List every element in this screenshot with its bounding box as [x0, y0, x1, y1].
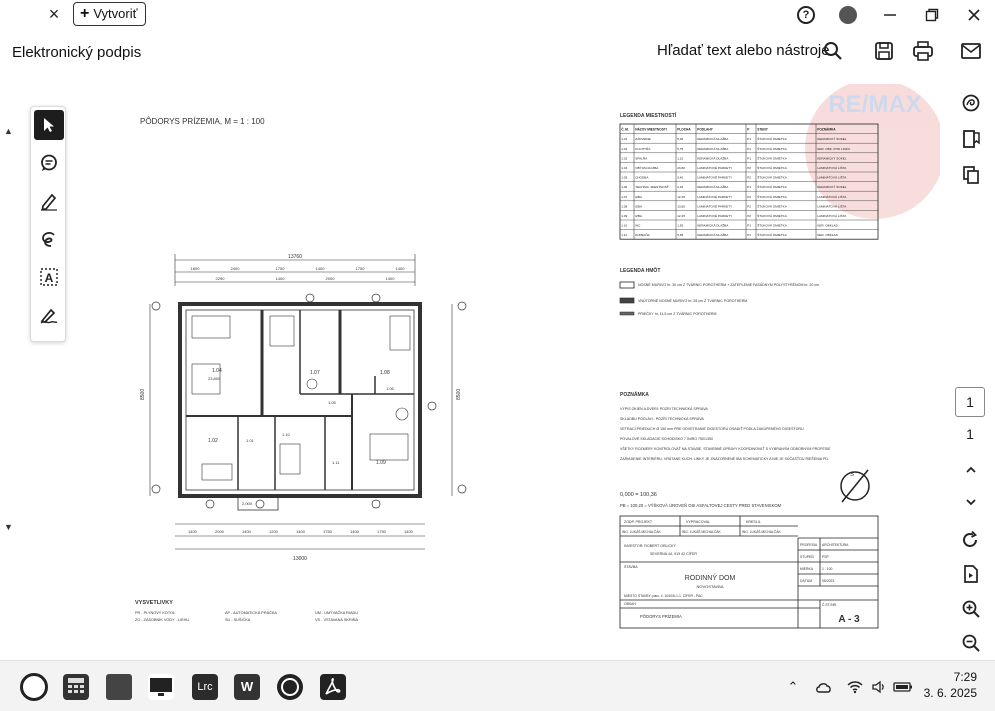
legend-cell: 1.09: [621, 214, 628, 218]
legend-header-cell: P: [747, 127, 750, 132]
room-1-10: 1.10: [282, 432, 290, 437]
legend-cell: P2: [747, 194, 751, 199]
stamp-zodp: ZODP. PROJEKT: [624, 520, 653, 524]
dim-bottom-2: 2000: [215, 529, 224, 534]
rotate-button[interactable]: [959, 528, 983, 552]
explanations-title: VYSVETLIVKY: [135, 600, 173, 606]
explanation-4: SU - SUŠIČKA: [225, 618, 251, 622]
legend-cell: ŠTUKOVÁ OMIETKA: [757, 156, 787, 161]
legend-cell: LAMINÁTOVÁ LIŠTA: [817, 214, 847, 218]
file-explorer-icon[interactable]: [106, 674, 132, 700]
explanation-1: PR - PLYNOVÝ KOTOL: [135, 611, 176, 615]
legend-cell: LAMINÁTOVÁ LIŠTA: [817, 194, 847, 199]
stamp-stupen-label: STUPEŇ: [800, 555, 814, 559]
stamp-investor-address: SEVERNÁ 44, 919 42 CÍFER: [650, 552, 697, 556]
minimize-glyph: [883, 8, 897, 22]
print-icon[interactable]: [912, 40, 934, 62]
watermark-text: RE/MAX: [828, 91, 922, 118]
legend-cell: P1: [747, 223, 751, 228]
comment-icon: [39, 153, 59, 173]
plus-icon: +: [80, 5, 90, 22]
note-4: POVALOVÉ SKLADACIE SCHODISKO 7 INIRO 750/1350: [620, 437, 714, 441]
legend-cell: ŠTUKOVÁ OMIETKA: [757, 194, 787, 199]
room-1-09: 1.09: [376, 460, 386, 466]
legend-cell: LAMINÁTOVÁ LIŠTA: [817, 204, 847, 209]
stamp-mierka-label: MIERKA: [800, 567, 813, 571]
dim-bottom-3: 1400: [242, 529, 251, 534]
stamp-obsah: PÔDORYS PRÍZEMIA: [640, 614, 682, 619]
note-5: VŠETKY ROZMERY KONTROLOVAŤ NA STAVBE, STAVEBNÉ ÚPRAVY KOORDINOVAŤ S VYBRANÝM ODBORNÝM PROFESIE: [620, 447, 831, 451]
svg-text:S: S: [850, 472, 855, 478]
dim-top-5: 1750: [355, 266, 365, 271]
stamp-stavba: RODINNÝ DOM: [684, 575, 736, 582]
legend-cell: 1.11: [621, 233, 627, 238]
legend-header-cell: PLOCHA: [677, 127, 691, 132]
legend-cell: KÚPEĽŇA: [635, 233, 650, 238]
legend-cell: 12,45: [677, 214, 685, 218]
legend-cell: KERAMICKÁ DLAŽBA: [697, 223, 729, 228]
legend-cell: KERAMICKÁ DLAŽBA: [697, 137, 729, 142]
legend-cell: ŠTUKOVÁ OMIETKA: [757, 204, 787, 209]
dim-top-4: 1400: [315, 266, 325, 271]
dim-bottom-total: 13000: [293, 556, 307, 562]
legend-cell: CHODBA: [635, 175, 649, 180]
stamp-vypracoval: VYPRACOVAL: [686, 520, 711, 524]
legend-cell: 12,45: [677, 194, 685, 199]
signature-icon: [39, 305, 59, 325]
legend-cell: ŠTUKOVÁ OMIETKA: [757, 175, 787, 180]
dim-side-left: 8500: [140, 388, 146, 400]
legend-header-cell: STENY: [757, 127, 768, 132]
legend-cell: 1.10: [621, 223, 628, 228]
legend-cell: 1,15: [677, 156, 684, 161]
legend-cell: 23,80: [677, 166, 685, 170]
explanation-2: ZO - ZÁSOBNÍK VODY - LIEHU: [135, 618, 190, 622]
legend-cell: P1: [747, 233, 751, 238]
dim-bottom-5: 1400: [296, 529, 305, 534]
collapse-left-icon[interactable]: ▲: [4, 126, 13, 136]
legend-cell: P2: [747, 166, 751, 170]
dim-bottom-8: 1750: [377, 529, 386, 534]
window-controls: [785, 0, 995, 30]
dim-bottom-9: 1400: [404, 529, 413, 534]
create-button-label: Vytvoriť: [93, 6, 138, 21]
monitor-icon[interactable]: [148, 674, 174, 700]
elevation-zero: 0,000 = 100,36: [620, 492, 657, 498]
legend-cell: ŠTUKOVÁ OMIETKA: [757, 223, 787, 228]
explanation-3: AP - AUTOMATICKÁ PRÁČKA: [225, 611, 277, 615]
chevron-down-icon: [964, 495, 978, 509]
legend-cell: 5,75: [677, 146, 684, 151]
legend-cell: KER. OBKLAD: [817, 233, 838, 238]
next-page-button[interactable]: [959, 490, 983, 514]
legend-header-cell: Č. M.: [621, 127, 629, 132]
pages-icon: [961, 165, 981, 185]
dim-top2-4: 1400: [385, 276, 395, 281]
note-6: ZARIADENIE INTERIÉRU, VRÁTANE KUCH. LINKY JE ZNÁZORNENÉ IBA SCHEMATICKY A NIE JE SÚČASŤOU RIEŠENIA PD.: [620, 457, 830, 461]
dim-bottom-7: 1400: [350, 529, 359, 534]
stamp-stavba-label: STAVBA: [624, 565, 638, 569]
search-tools-input[interactable]: Hľadať text alebo nástroje: [657, 42, 830, 59]
bookmark-icon: [961, 129, 981, 149]
legend-cell: KERAMICKÝ SOKEL: [817, 156, 847, 161]
account-avatar[interactable]: [827, 0, 869, 30]
room-1-06: 1.06: [386, 386, 394, 391]
rotate-icon: [961, 530, 981, 550]
svg-text:A: A: [44, 271, 54, 285]
comment-tool-button[interactable]: [34, 148, 64, 178]
dim-top-total: 13760: [288, 254, 302, 260]
stamp-obsah-label: OBSAH: [624, 602, 636, 606]
chevron-up-icon: [964, 463, 978, 477]
legend-rooms-title: LEGENDA MIESTNOSTÍ: [620, 113, 677, 119]
close-glyph: [967, 8, 981, 22]
dim-bottom-4: 1200: [269, 529, 278, 534]
legend-cell: 5,65: [677, 233, 684, 238]
legend-cell: 1.06: [621, 185, 628, 190]
whatsapp-glyph: [277, 674, 303, 700]
ai-assistant-button[interactable]: [959, 91, 983, 115]
legend-cell: LAMINÁTOVÁ LIŠTA: [817, 175, 847, 180]
dim-top-6: 1400: [395, 266, 405, 271]
acrobat-icon[interactable]: [320, 674, 346, 700]
room-1-11: 1.11: [332, 460, 340, 465]
legend-cell: 1.07: [621, 194, 628, 199]
note-2: SKLADBU PODLÁH - POZRI TECHNICKÁ SPRÁVA: [620, 417, 704, 421]
clock-date: 3. 6. 2025: [923, 686, 977, 700]
create-button[interactable]: [73, 2, 146, 26]
sign-tool-button[interactable]: [34, 300, 64, 330]
room-1-04: 1.04: [212, 368, 222, 374]
legend-cell: ŠTUKOVÁ OMIETKA: [757, 185, 787, 190]
dim-bottom-1: 1400: [188, 529, 197, 534]
legend-cell: IZBA: [635, 194, 643, 199]
dim-top2-1: 2290: [215, 276, 225, 281]
zoom-in-icon: [961, 599, 981, 619]
stamp-person-2: ING. LUKÁŠ MICHALČÁK: [682, 530, 721, 534]
calculator-glyph: [63, 674, 89, 700]
room-1-01: 1.01: [246, 438, 254, 443]
legend-cell: IZBA: [635, 204, 643, 209]
stamp-kreslil: KRESLIL: [746, 520, 761, 524]
stamp-profesia: ARCHITEKTÚRA: [822, 543, 849, 547]
right-rail: [945, 74, 995, 660]
legend-cell: KERAMICKÝ SOKEL: [817, 137, 847, 142]
stamp-cislo: A - 3: [838, 614, 860, 625]
dim-side-right: 8500: [456, 388, 462, 400]
tray-chevron-up-icon[interactable]: ⌃: [787, 679, 799, 694]
page-view-button[interactable]: [959, 562, 983, 586]
stamp-miesto: MIESTO STAVBY: parc. č. 1040/6-1-1, CÍFER - PAC: [624, 594, 703, 598]
clock-time: 7:29: [953, 670, 977, 684]
document-area[interactable]: [0, 74, 995, 660]
dim-top-2: 2400: [230, 266, 240, 271]
close-window-icon[interactable]: [953, 0, 995, 30]
current-page-input[interactable]: 1: [955, 387, 985, 417]
tool-title: Elektronický podpis: [12, 44, 142, 61]
north-arrow: [841, 470, 869, 502]
stamp-mierka: 1 : 100: [822, 567, 833, 571]
notes-title: POZNÁMKA: [620, 392, 649, 398]
entrance-area: 2,000: [242, 501, 253, 506]
search-icon[interactable]: [20, 673, 48, 701]
legend-cell: ZÁDVERIE: [635, 137, 651, 142]
legend-cell: LAMINÁTOVÉ PARKETY: [697, 214, 733, 218]
legend-cell: P1: [747, 185, 751, 190]
legend-cell: LAMINÁTOVÉ PARKETY: [697, 194, 733, 199]
note-1: VÝPIS OKIEN A DVERÍ: POZRI TECHNICKÁ SPRÁVA: [620, 407, 708, 411]
dim-top-3: 1750: [275, 266, 285, 271]
legend-cell: KUCHYŇA: [635, 146, 651, 151]
legend-cell: LAMINÁTOVÁ LIŠTA: [817, 166, 847, 170]
legend-cell: KERAMICKÁ DLAŽBA: [697, 156, 729, 161]
legend-cell: 1.08: [621, 204, 628, 209]
taskbar: [0, 660, 995, 711]
legend-cell: 1.02: [621, 146, 628, 151]
legend-walls-title: LEGENDA HMÔT: [620, 268, 661, 274]
plan-title: PÔDORYS PRÍZEMIA, M = 1 : 100: [140, 117, 265, 126]
legend-header-cell: NÁZOV MIESTNOSTI: [635, 127, 667, 132]
stamp-datum: 05/2023: [822, 579, 835, 583]
stamp-person-3: ING. LUKÁŠ MICHALČÁK: [742, 530, 781, 534]
floor-plan: [150, 254, 466, 549]
wifi-icon[interactable]: [846, 678, 864, 696]
legend-cell: KERAMICKÁ DLAŽBA: [697, 146, 729, 151]
stamp-cislo-label: Č.ST./NR.: [822, 603, 838, 607]
quick-tools-panel: [30, 106, 66, 342]
stamp-stupen: PSP: [822, 555, 829, 559]
stamp-stavba-sub: NOVOSTAVBA: [696, 584, 724, 589]
mail-icon[interactable]: [960, 40, 982, 62]
legend-header-cell: PODLAHY: [697, 127, 713, 132]
assistant-icon: [961, 93, 981, 113]
restore-glyph: [925, 8, 939, 22]
legend-cell: KER. OBK. POD LINKU: [817, 146, 851, 151]
text-select-tool-button[interactable]: [34, 262, 64, 292]
dim-top2-3: 2000: [325, 276, 335, 281]
select-arrow-icon: [40, 116, 58, 134]
stamp-datum-label: DÁTUM: [800, 579, 813, 583]
freeform-tool-button[interactable]: [34, 224, 64, 254]
stamp-investor: INVESTOR: ROBERT ORLICKÝ: [624, 544, 676, 548]
legend-cell: 13,85: [677, 204, 685, 209]
acrobat-glyph: [320, 674, 346, 700]
title-bar: [0, 0, 995, 30]
draw-tool-button[interactable]: [34, 186, 64, 216]
elevation-pb: PB = 100,20 = VÝŠKOVÁ ÚROVEŇ OSI ASFALTOVEJ CESTY PRED STAVENISKOM: [620, 503, 782, 508]
wifi-glyph: [847, 680, 863, 694]
zoom-in-button[interactable]: [959, 597, 983, 621]
legend-cell: 1.04: [621, 166, 628, 170]
close-tab-icon[interactable]: ×: [48, 4, 60, 24]
legend-cell: 1,55: [677, 223, 684, 228]
explanation-6: VS - VSTAVANÁ SKRIŇA: [315, 618, 359, 622]
curve-icon: [39, 229, 59, 249]
legend-wall-2: VNÚTORNÉ NOSNÉ MURIVO hr. 25 cm Z TVÁRNIC POROTHERM: [638, 299, 748, 303]
legend-cell: 2,16: [677, 185, 684, 190]
bookmarks-button[interactable]: [959, 127, 983, 151]
dim-top-1: 1800: [190, 266, 200, 271]
legend-cell: 5,36: [677, 137, 684, 142]
legend-cell: KER. OBKLAD: [817, 223, 838, 228]
copy-pages-button[interactable]: [959, 163, 983, 187]
room-1-02: 1.02: [208, 438, 218, 444]
cloud-glyph: [815, 681, 833, 693]
battery-icon[interactable]: [893, 678, 913, 696]
legend-cell: P1: [747, 156, 751, 161]
text-select-icon: [39, 267, 59, 287]
legend-cell: LAMINÁTOVÉ PARKETY: [697, 204, 733, 209]
legend-wall-1: NOSNÉ MURIVO hr. 30 cm Z TVÁRNIC POROTHERM + ZATEPLENIE FASÁDNYM POLYSTYRÉNOM hr. 20 cm: [638, 283, 820, 287]
bottom-dim-texts: [188, 529, 414, 534]
legend-cell: LAMINÁTOVÉ PARKETY: [697, 175, 733, 180]
legend-cell: KERAMICKÝ SOKEL: [817, 185, 847, 190]
restore-icon[interactable]: [911, 0, 953, 30]
legend-cell: ŠTUKOVÁ OMIETKA: [757, 214, 787, 218]
volume-glyph: [871, 680, 887, 694]
legend-walls: [620, 282, 819, 316]
legend-cell: 3,40: [677, 175, 684, 180]
legend-cell: LAMINÁTOVÉ PARKETY: [697, 166, 733, 170]
legend-cell: ŠTUKOVÁ OMIETKA: [757, 166, 787, 170]
legend-cell: ŠTUKOVÁ OMIETKA: [757, 233, 787, 238]
legend-cell: ŠTUKOVÁ OMIETKA: [757, 137, 787, 142]
minimize-icon[interactable]: [869, 0, 911, 30]
onedrive-icon[interactable]: [814, 678, 834, 696]
legend-cell: P1: [747, 137, 751, 142]
dim-bottom-6: 1750: [323, 529, 332, 534]
legend-cell: P2: [747, 214, 751, 218]
legend-header-cell: POZNÁMKA: [817, 127, 836, 132]
monitor-glyph: [148, 674, 174, 700]
note-3: VETRACÍ PRIEDUCH Ø 150 mm PRE ODVETRANIE DIGESTORU OSADIŤ PODĽA ZAKÚPENÉHO DIGESTORU: [620, 427, 804, 431]
search-icon[interactable]: [822, 40, 844, 62]
page-view-icon: [961, 564, 981, 584]
legend-cell: TECHNIC. MIESTNOSŤ: [635, 185, 669, 190]
pen-icon: [39, 191, 59, 211]
stamp-person-1: ING. LUKÁŠ MICHALČÁK: [622, 530, 661, 534]
legend-cell: KERAMICKÁ DLAŽBA: [697, 185, 729, 190]
room-1-08: 1.08: [380, 370, 390, 376]
legend-cell: ŠTUKOVÁ OMIETKA: [757, 146, 787, 151]
total-pages: 1: [966, 426, 974, 442]
tool-header: [0, 30, 995, 74]
dim-top2-2: 1400: [275, 276, 285, 281]
legend-cell: P1: [747, 146, 751, 151]
legend-cell: 1.05: [621, 175, 628, 180]
room-1-04-area: 23,800: [208, 376, 221, 381]
legend-cell: SPALŇA: [635, 156, 648, 161]
help-icon[interactable]: ?: [785, 0, 827, 30]
legend-cell: P2: [747, 204, 751, 209]
room-1-07: 1.07: [310, 370, 320, 376]
pdf-page[interactable]: [120, 84, 940, 656]
word-icon[interactable]: W: [234, 674, 260, 700]
zoom-out-button[interactable]: [959, 631, 983, 655]
save-icon[interactable]: [873, 40, 895, 62]
lightroom-icon[interactable]: Lrc: [192, 674, 218, 700]
legend-cell: OBÝVACIA IZBA: [635, 166, 659, 170]
room-1-05: 1.05: [328, 400, 336, 405]
calculator-icon[interactable]: [63, 674, 89, 700]
zoom-out-icon: [961, 633, 981, 653]
legend-wall-3: PRIEČKY hr. 11,5 cm Z TVÁRNIC POROTHERM: [638, 312, 717, 316]
prev-page-button[interactable]: [959, 458, 983, 482]
whatsapp-icon[interactable]: [277, 674, 303, 700]
explanation-5: UM - UMÝVAČKA RIADU: [315, 611, 358, 615]
legend-cell: IZBA: [635, 214, 643, 218]
battery-glyph: [893, 681, 913, 693]
legend-cell: P2: [747, 175, 751, 180]
volume-icon[interactable]: [870, 678, 888, 696]
legend-cell: 1.03: [621, 156, 628, 161]
clock[interactable]: [924, 669, 977, 701]
legend-cell: KERAMICKÁ DLAŽBA: [697, 233, 729, 238]
legend-cell: 1.01: [621, 137, 628, 142]
stamp-profesia-label: PROFESIA: [800, 543, 818, 547]
legend-cell: WC: [635, 223, 641, 228]
select-tool-button[interactable]: [34, 110, 64, 140]
expand-left-icon[interactable]: ▼: [4, 522, 13, 532]
